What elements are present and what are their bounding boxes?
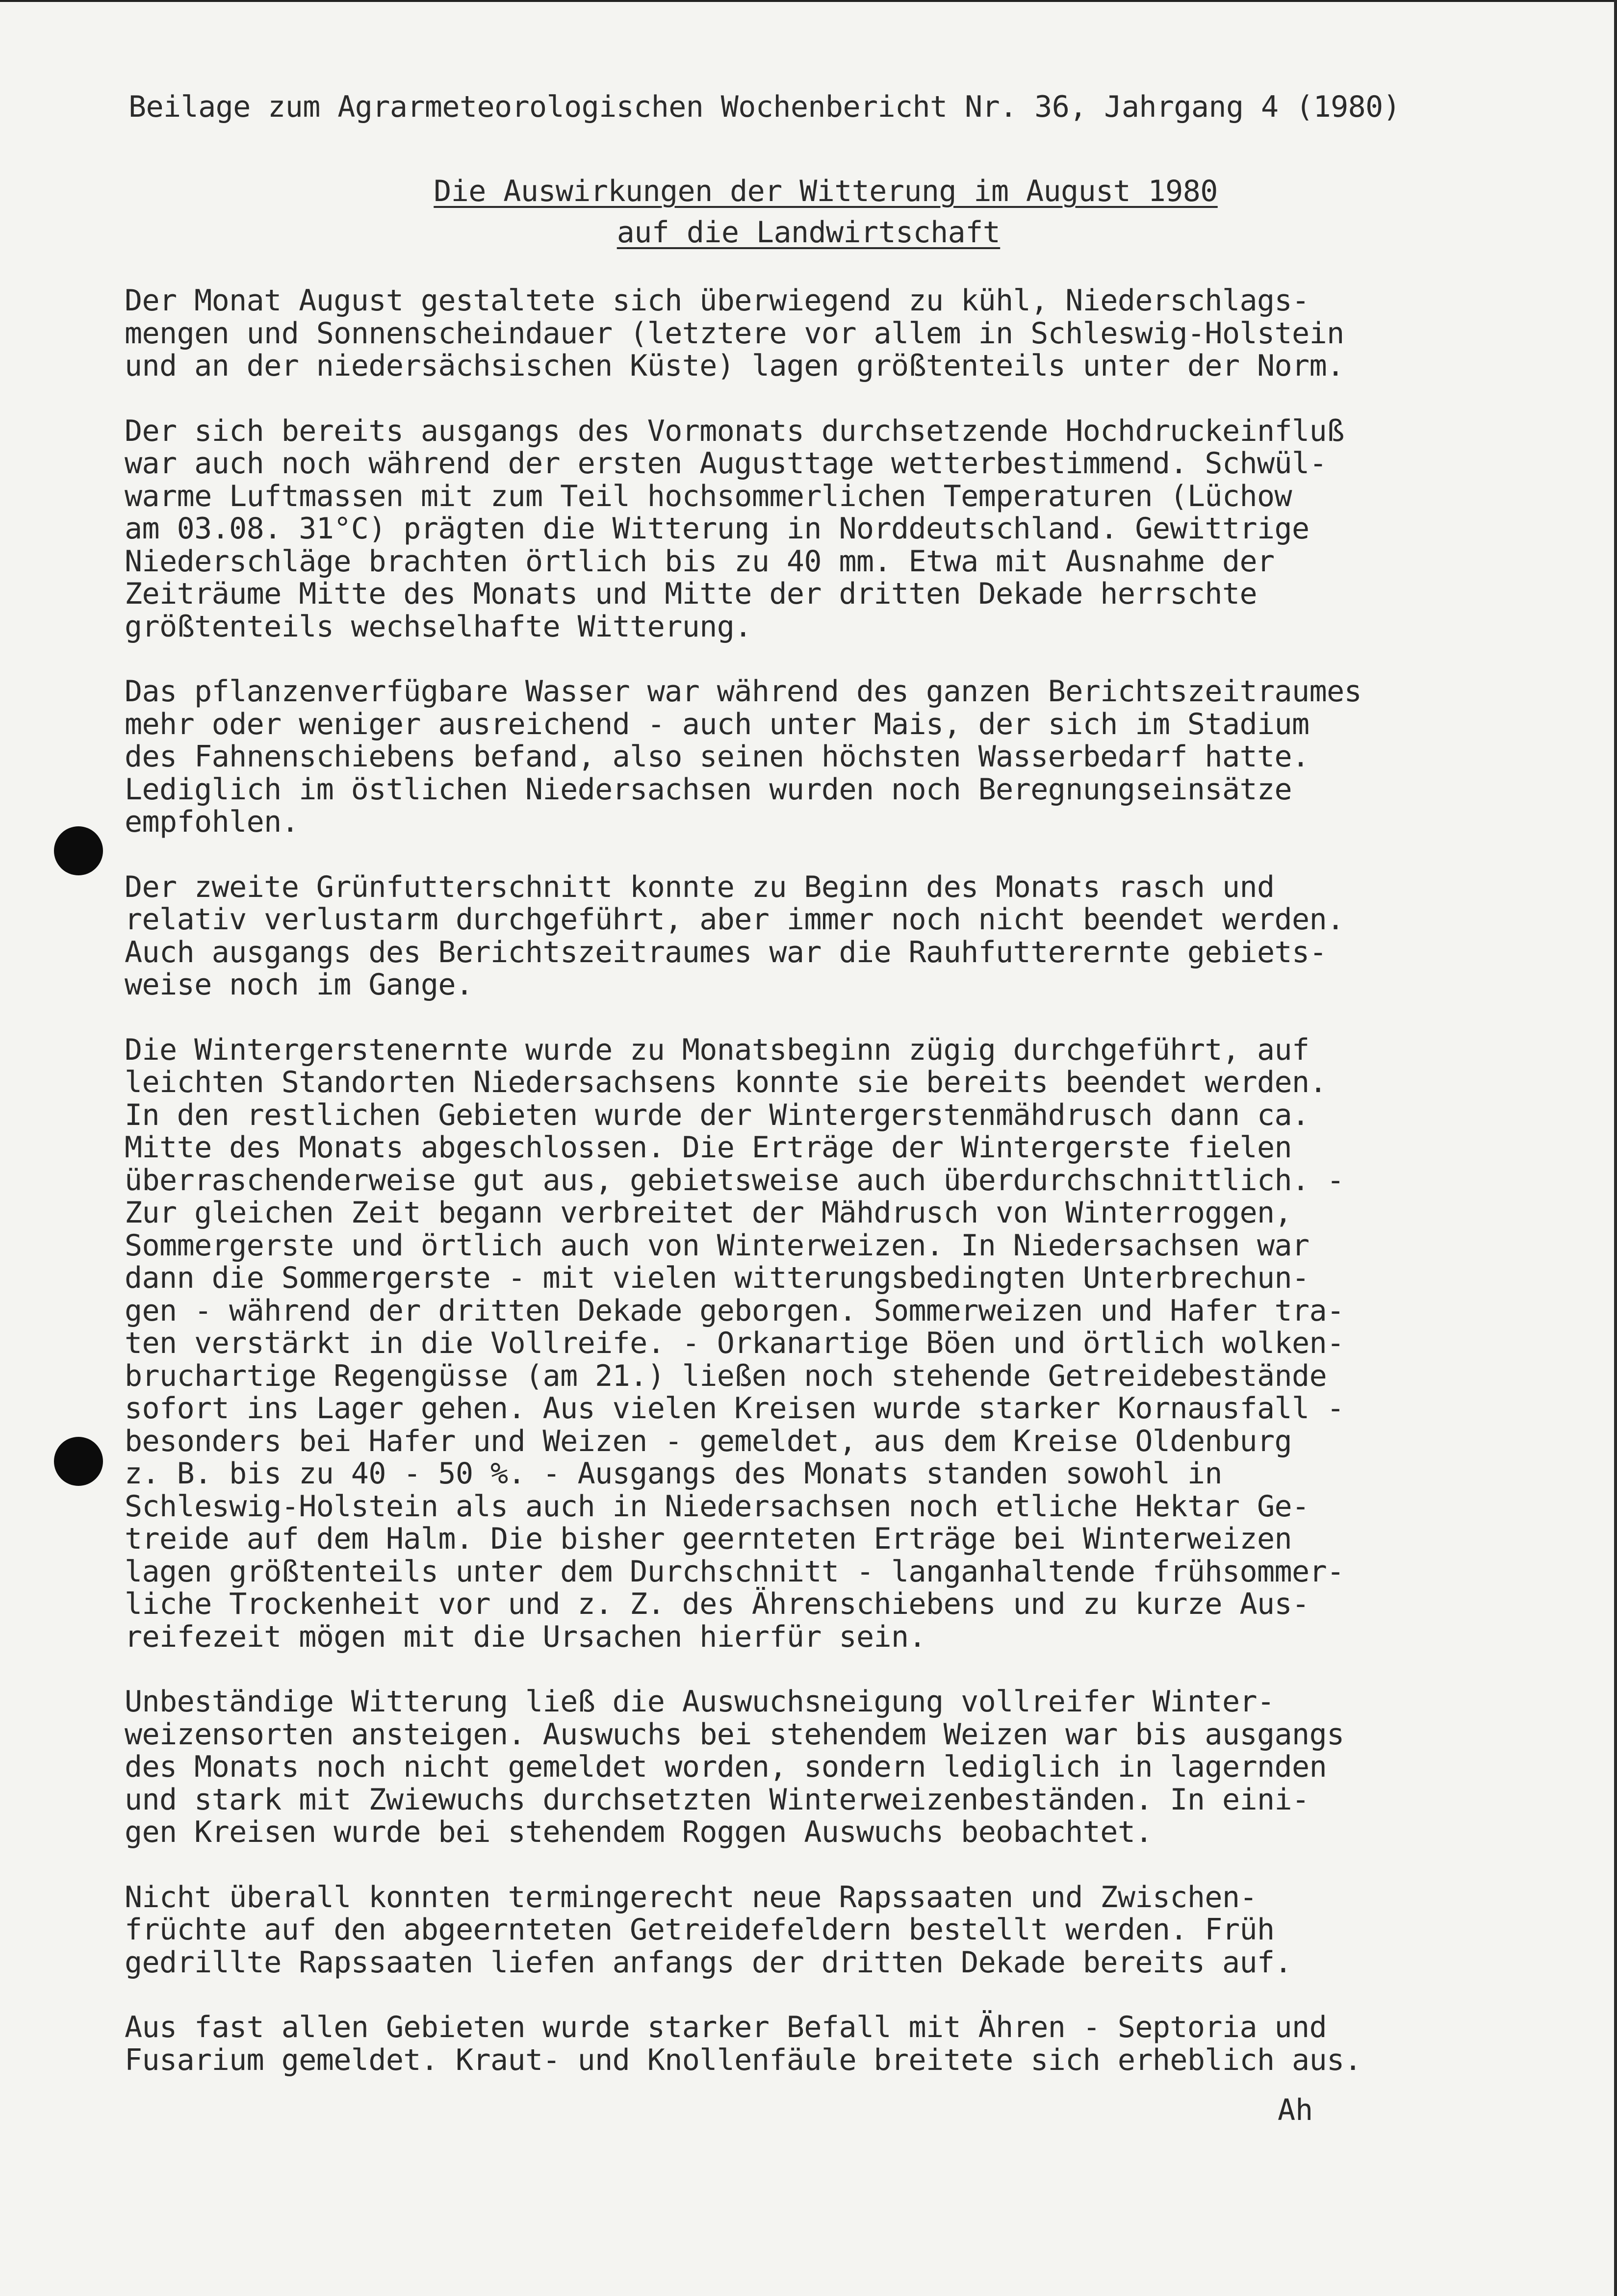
text-line: leichten Standorten Niedersachsens konnte sie bereits beendet werden. bbox=[125, 1065, 1327, 1099]
text-line: z. B. bis zu 40 - 50 %. - Ausgangs des Monats standen sowohl in bbox=[125, 1456, 1222, 1491]
text-line: Der sich bereits ausgangs des Vormonats durchsetzende Hochdruckeinfluß bbox=[125, 413, 1344, 448]
supplement-header: Beilage zum Agrarmeteorologischen Wochenbericht Nr. 36, Jahrgang 4 (1980) bbox=[128, 90, 1401, 124]
text-line: warme Luftmassen mit zum Teil hochsommerlichen Temperaturen (Lüchow bbox=[125, 479, 1292, 513]
text-line: des Fahnenschiebens befand, also seinen höchsten Wasserbedarf hatte. bbox=[125, 740, 1309, 774]
text-line: überraschenderweise gut aus, gebietsweise auch überdurchschnittlich. - bbox=[125, 1163, 1344, 1198]
text-line: besonders bei Hafer und Weizen - gemeldet, aus dem Kreise Oldenburg bbox=[125, 1424, 1292, 1458]
text-line: Zur gleichen Zeit begann verbreitet der Mähdrusch von Winterroggen, bbox=[125, 1196, 1292, 1230]
text-line: war auch noch während der ersten Augusttage wetterbestimmend. Schwül- bbox=[125, 446, 1327, 481]
punch-hole-icon bbox=[54, 826, 103, 875]
text-line: Unbeständige Witterung ließ die Auswuchsneigung vollreifer Winter- bbox=[125, 1684, 1275, 1719]
text-line: empfohlen. bbox=[125, 805, 299, 839]
text-line: des Monats noch nicht gemeldet worden, sondern lediglich in lagernden bbox=[125, 1750, 1327, 1784]
text-line: Die Wintergerstenernte wurde zu Monatsbeginn zügig durchgeführt, auf bbox=[125, 1032, 1309, 1067]
text-line: Nicht überall konnten termingerecht neue Rapssaaten und Zwischen- bbox=[125, 1880, 1257, 1914]
paragraph bbox=[125, 1034, 1547, 1654]
text-line: ten verstärkt in die Vollreife. - Orkanartige Böen und örtlich wolken- bbox=[125, 1326, 1344, 1360]
paragraph bbox=[125, 675, 1547, 839]
text-line: Zeiträume Mitte des Monats und Mitte der dritten Dekade herrschte bbox=[125, 577, 1257, 611]
text-line: treide auf dem Halm. Die bisher geernteten Erträge bei Winterweizen bbox=[125, 1522, 1292, 1556]
text-line: weizensorten ansteigen. Auswuchs bei stehendem Weizen war bis ausgangs bbox=[125, 1717, 1344, 1752]
paragraph bbox=[125, 284, 1547, 383]
text-line: mehr oder weniger ausreichend - auch unter Mais, der sich im Stadium bbox=[125, 707, 1309, 741]
text-line: größtenteils wechselhafte Witterung. bbox=[125, 609, 752, 644]
title-line-1: Die Auswirkungen der Witterung im August 1980 bbox=[434, 174, 1218, 208]
text-line: relativ verlustarm durchgeführt, aber immer noch nicht beendet werden. bbox=[125, 902, 1344, 937]
text-line: früchte auf den abgeernteten Getreidefeldern bestellt werden. Früh bbox=[125, 1913, 1275, 1947]
text-line: Fusarium gemeldet. Kraut- und Knollenfäule breitete sich erheblich aus. bbox=[125, 2042, 1362, 2077]
document-title bbox=[0, 171, 1617, 253]
text-line: dann die Sommergerste - mit vielen witterungsbedingten Unterbrechun- bbox=[125, 1261, 1309, 1295]
text-line: am 03.08. 31°C) prägten die Witterung in Norddeutschland. Gewittrige bbox=[125, 511, 1309, 546]
paragraph bbox=[125, 2011, 1547, 2076]
text-line: In den restlichen Gebieten wurde der Wintergerstenmähdrusch dann ca. bbox=[125, 1097, 1309, 1132]
text-line: Auch ausgangs des Berichtszeitraumes war die Rauhfutterernte gebiets- bbox=[125, 935, 1327, 969]
text-line: Mitte des Monats abgeschlossen. Die Erträge der Wintergerste fielen bbox=[125, 1130, 1292, 1165]
text-line: Schleswig-Holstein als auch in Niedersachsen noch etliche Hektar Ge- bbox=[125, 1489, 1309, 1524]
text-line: gen - während der dritten Dekade geborgen. Sommerweizen und Hafer tra- bbox=[125, 1293, 1344, 1328]
text-line: lagen größtenteils unter dem Durchschnitt - langanhaltende frühsommer- bbox=[125, 1554, 1344, 1589]
text-line: und stark mit Zwiewuchs durchsetzten Winterweizenbeständen. In eini- bbox=[125, 1782, 1309, 1817]
title-line-2: auf die Landwirtschaft bbox=[616, 215, 1001, 250]
text-line: Der zweite Grünfutterschnitt konnte zu Beginn des Monats rasch und bbox=[125, 869, 1275, 904]
paragraph bbox=[125, 871, 1547, 1001]
text-line: mengen und Sonnenscheindauer (letztere vor allem in Schleswig-Holstein bbox=[125, 316, 1344, 351]
text-line: Niederschläge brachten örtlich bis zu 40 mm. Etwa mit Ausnahme der bbox=[125, 544, 1275, 579]
text-line: reifezeit mögen mit die Ursachen hierfür sein. bbox=[125, 1619, 926, 1654]
report-body bbox=[125, 284, 1547, 2109]
text-line: bruchartige Regengüsse (am 21.) ließen noch stehende Getreidebestände bbox=[125, 1358, 1327, 1393]
page-edge-top bbox=[0, 0, 1617, 2]
text-line: Das pflanzenverfügbare Wasser war während des ganzen Berichtszeitraumes bbox=[125, 674, 1362, 709]
text-line: Lediglich im östlichen Niedersachsen wurden noch Beregnungseinsätze bbox=[125, 772, 1292, 807]
text-line: gen Kreisen wurde bei stehendem Roggen Auswuchs beobachtet. bbox=[125, 1815, 1153, 1849]
paragraph bbox=[125, 1685, 1547, 1849]
paragraph bbox=[125, 415, 1547, 643]
page-edge-right bbox=[1614, 0, 1617, 2296]
punch-hole-icon bbox=[54, 1437, 103, 1486]
text-line: Der Monat August gestaltete sich überwiegend zu kühl, Niederschlags- bbox=[125, 283, 1309, 318]
text-line: Aus fast allen Gebieten wurde starker Befall mit Ähren - Septoria und bbox=[125, 2010, 1327, 2044]
text-line: Sommergerste und örtlich auch von Winterweizen. In Niedersachsen war bbox=[125, 1228, 1309, 1263]
text-line: liche Trockenheit vor und z. Z. des Ährenschiebens und zu kurze Aus- bbox=[125, 1587, 1309, 1621]
paragraph bbox=[125, 1881, 1547, 1979]
text-line: und an der niedersächsischen Küste) lagen größtenteils unter der Norm. bbox=[125, 349, 1344, 383]
text-line: sofort ins Lager gehen. Aus vielen Kreisen wurde starker Kornausfall - bbox=[125, 1391, 1344, 1426]
text-line: weise noch im Gange. bbox=[125, 968, 473, 1002]
author-initials: Ah bbox=[1278, 2093, 1313, 2127]
text-line: gedrillte Rapssaaten liefen anfangs der dritten Dekade bereits auf. bbox=[125, 1945, 1292, 1980]
